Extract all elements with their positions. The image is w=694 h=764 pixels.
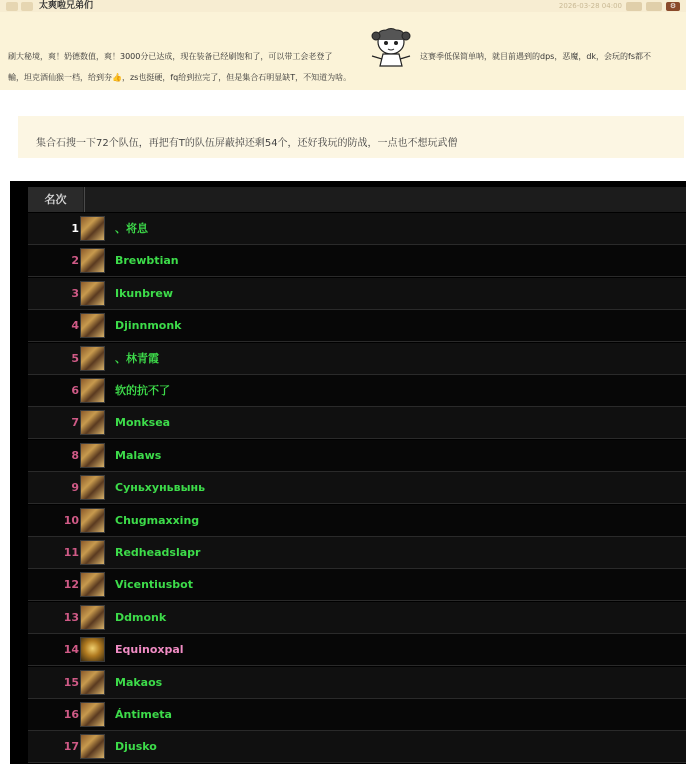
rank-number: 6 — [71, 384, 79, 397]
player-name-link[interactable]: Ikunbrew — [115, 287, 173, 300]
row-divider — [28, 762, 686, 763]
column-divider — [84, 187, 85, 212]
post-text-line: 刷大秘境，爽！奶德数值，爽！3000分已达成，现在装备已经刷饱和了，可以带工会老登了 — [8, 52, 333, 61]
monk-avatar-icon — [80, 346, 105, 371]
monk-avatar-icon — [80, 443, 105, 468]
monk-avatar-icon — [80, 670, 105, 695]
leaderboard-row[interactable] — [28, 310, 686, 341]
monk-avatar-icon — [80, 475, 105, 500]
post-header-right — [559, 1, 680, 11]
row-divider — [28, 665, 686, 666]
post-action-button[interactable] — [626, 2, 642, 11]
monk-avatar-icon — [80, 540, 105, 565]
post-author[interactable]: 太爽啦兄弟们 — [39, 1, 94, 11]
leaderboard-row[interactable] — [28, 505, 686, 536]
player-name-link[interactable]: Equinoxpal — [115, 643, 184, 656]
row-divider — [28, 341, 686, 342]
rank-number: 14 — [63, 643, 79, 656]
post-text-line: 輸，坦克酒仙猴一档，给到夯👍，zs也挺硬，fq给到拉完了，但是集合石明显缺T，不知道为啥。 — [8, 73, 352, 82]
rank-number: 10 — [63, 514, 79, 527]
leaderboard-row[interactable] — [28, 472, 686, 503]
leaderboard-row[interactable] — [28, 602, 686, 633]
monk-avatar-icon — [80, 216, 105, 241]
rank-number: 7 — [71, 416, 79, 429]
rank-number: 8 — [71, 449, 79, 462]
post-text-line: 这赛季低保简单呐，就目前遇到的dps，恶魔，dk，会玩的fs都不 — [420, 52, 652, 61]
rank-number: 5 — [71, 352, 79, 365]
leaderboard-header — [28, 187, 686, 212]
player-name-link[interactable]: Ántimeta — [115, 708, 172, 721]
monk-avatar-icon — [80, 734, 105, 759]
monk-avatar-icon — [80, 572, 105, 597]
rank-number: 9 — [71, 481, 79, 494]
player-name-link[interactable]: Monksea — [115, 416, 171, 429]
post-date: 2026-03-28 04:00 — [558, 2, 622, 10]
leaderboard-row[interactable] — [28, 213, 686, 244]
player-name-link[interactable]: Redheadslapr — [115, 546, 201, 559]
leaderboard-row[interactable] — [28, 699, 686, 730]
row-divider — [28, 276, 686, 277]
rank-number: 13 — [63, 611, 79, 624]
comment-text: 集合石搜一下72个队伍，再把有T的队伍屏蔽掉还剩54个，还好我玩的防战，一点也不想玩武僧 — [36, 138, 458, 149]
rank-number: 17 — [63, 740, 79, 753]
gear-icon[interactable]: ⚙ — [666, 2, 680, 11]
monk-avatar-icon — [80, 248, 105, 273]
post-body — [0, 12, 686, 90]
monk-avatar-icon — [80, 313, 105, 338]
monk-avatar-icon — [80, 281, 105, 306]
player-name-link[interactable]: Суньхуньвынь — [115, 481, 206, 494]
player-name-link[interactable]: Malaws — [115, 449, 162, 462]
player-name-link[interactable]: 、林青霞 — [115, 352, 159, 365]
row-divider — [28, 600, 686, 601]
player-name-link[interactable]: Vicentiusbot — [115, 578, 193, 591]
post-header — [0, 0, 686, 12]
monk-avatar-icon — [80, 378, 105, 403]
monk-avatar-icon — [80, 410, 105, 435]
rank-column-header[interactable]: 名次 — [28, 187, 83, 212]
chibi-girl-sticker-icon — [368, 26, 414, 70]
row-divider — [28, 438, 686, 439]
monk-avatar-icon — [80, 508, 105, 533]
rank-number: 16 — [63, 708, 79, 721]
comment-box — [18, 116, 684, 158]
paladin-avatar-icon — [80, 637, 105, 662]
leaderboard-row[interactable] — [28, 407, 686, 438]
leaderboard-row[interactable] — [28, 537, 686, 568]
rank-number: 12 — [63, 578, 79, 591]
post-header-left — [6, 1, 93, 11]
player-name-link[interactable]: Makaos — [115, 676, 163, 689]
player-name-link[interactable]: Djinnmonk — [115, 319, 182, 332]
player-name-link[interactable]: Brewbtian — [115, 254, 179, 267]
rank-number: 1 — [71, 222, 79, 235]
rank-number: 15 — [63, 676, 79, 689]
leaderboard-row[interactable] — [28, 440, 686, 471]
leaderboard-row[interactable] — [28, 569, 686, 600]
rank-number: 3 — [71, 287, 79, 300]
leaderboard-row[interactable] — [28, 667, 686, 698]
player-name-link[interactable]: Djusko — [115, 740, 157, 753]
rank-number: 11 — [63, 546, 79, 559]
leaderboard-row[interactable] — [28, 245, 686, 276]
leaderboard-row[interactable] — [28, 731, 686, 762]
leaderboard-row[interactable] — [28, 634, 686, 665]
player-name-link[interactable]: Chugmaxxing — [115, 514, 200, 527]
player-name-link[interactable]: 、将息 — [115, 222, 148, 235]
leaderboard-panel — [10, 181, 686, 764]
leaderboard-row[interactable] — [28, 278, 686, 309]
post-tag[interactable] — [21, 2, 33, 11]
post-action-button[interactable] — [646, 2, 662, 11]
monk-avatar-icon — [80, 702, 105, 727]
rank-number: 4 — [71, 319, 79, 332]
post-tag[interactable] — [6, 2, 18, 11]
player-name-link[interactable]: Ddmonk — [115, 611, 167, 624]
row-divider — [28, 503, 686, 504]
monk-avatar-icon — [80, 605, 105, 630]
rank-number: 2 — [71, 254, 79, 267]
leaderboard-row[interactable] — [28, 343, 686, 374]
player-name-link[interactable]: 软的抗不了 — [115, 384, 170, 397]
leaderboard-row[interactable] — [28, 375, 686, 406]
